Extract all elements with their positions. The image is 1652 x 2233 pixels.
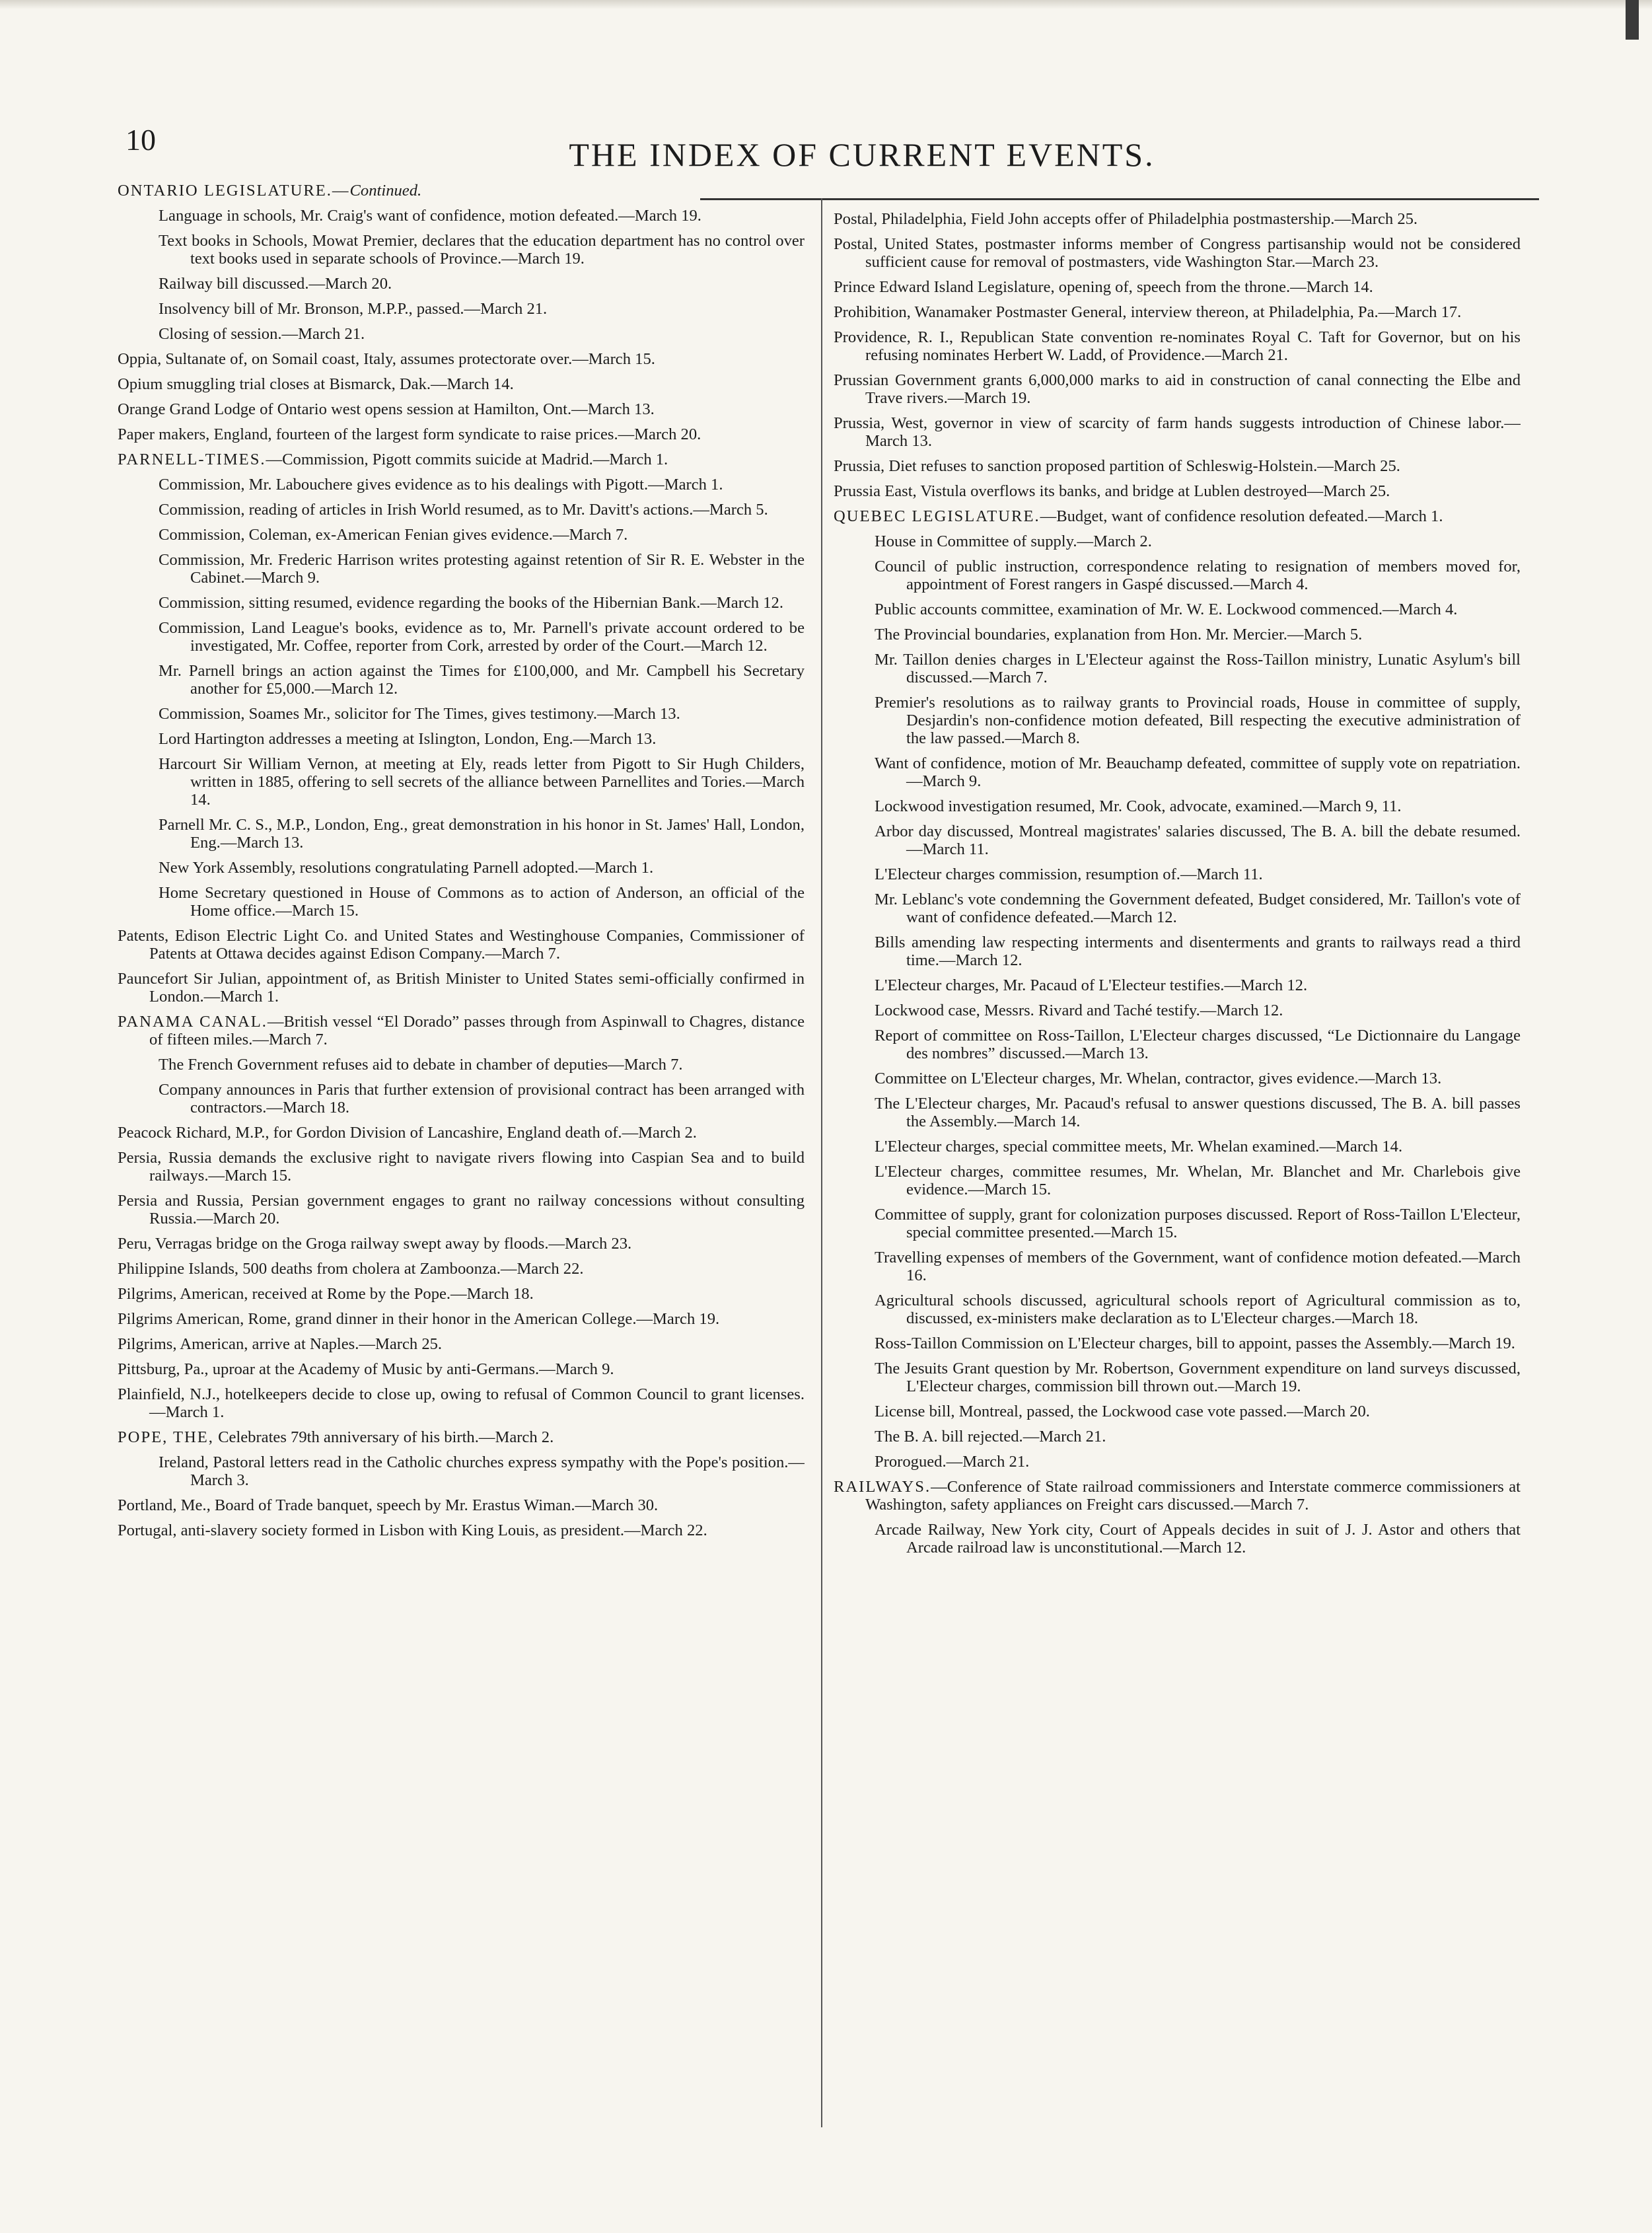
index-entry (875, 754, 1521, 790)
entry-text: Bills amending law respecting interments and disenterments and grants to railways read a third time.—March 12. (875, 933, 1521, 969)
index-entry (159, 300, 805, 318)
index-entry (875, 823, 1521, 858)
entry-heading: QUEBEC LEGISLATURE. (834, 507, 1040, 525)
index-entry (834, 278, 1521, 296)
entry-text: Commission, Mr. Labouchere gives evidence as to his dealings with Pigott.—March 1. (159, 476, 723, 494)
index-entry (875, 651, 1521, 686)
index-entry (834, 414, 1521, 450)
index-entry (159, 476, 805, 494)
entry-text: Council of public instruction, correspondence relating to resignation of members moved for, appointment of Forest rangers in Gaspé discussed.—March 4. (875, 558, 1521, 593)
entry-text: Commission, Soames Mr., solicitor for The Times, gives testimony.—March 13. (159, 705, 680, 723)
entry-text: Agricultural schools discussed, agricultural schools report of Agricultural commission as to, discussed, ex-ministers make declaration as to L'Electeur charges.—March 18. (875, 1292, 1521, 1327)
index-entry (875, 1206, 1521, 1241)
entry-text: Parnell Mr. C. S., M.P., London, Eng., great demonstration in his honor in St. James' Hall, London, Eng.—March 13. (159, 816, 805, 852)
entry-text: Mr. Taillon denies charges in L'Electeur against the Ross-Taillon ministry, Lunatic Asylum's bill discussed.—March 7. (875, 651, 1521, 686)
entry-text: Paper makers, England, fourteen of the largest form syndicate to raise prices.—March 20. (118, 425, 701, 443)
index-entry (159, 755, 805, 809)
entry-heading: POPE, THE, (118, 1428, 214, 1446)
index-entry (875, 933, 1521, 969)
index-entry (834, 371, 1521, 407)
entry-text: Arcade Railway, New York city, Court of Appeals decides in suit of J. J. Astor and others that Arcade railroad law is unconstitutional.—March 12. (875, 1521, 1521, 1556)
index-entry (159, 662, 805, 698)
entry-text: Opium smuggling trial closes at Bismarck, Dak.—March 14. (118, 375, 514, 393)
entry-text: The Provincial boundaries, explanation from Hon. Mr. Mercier.—March 5. (875, 626, 1363, 643)
entry-text: Orange Grand Lodge of Ontario west opens session at Hamilton, Ont.—March 13. (118, 400, 655, 418)
index-entry (875, 601, 1521, 618)
index-entry (875, 891, 1521, 926)
entry-text: Prussia East, Vistula overflows its banks, and bridge at Lublen destroyed—March 25. (834, 482, 1390, 500)
entry-text: Lord Hartington addresses a meeting at Islington, London, Eng.—March 13. (159, 730, 657, 748)
entry-text: Report of committee on Ross-Taillon, L'Electeur charges discussed, “Le Dictionnaire du Langage des nombres” discussed.—March 13. (875, 1027, 1521, 1062)
index-entry (875, 1249, 1521, 1284)
index-entry (118, 1360, 805, 1378)
entry-text: Pilgrims, American, received at Rome by the Pope.—March 18. (118, 1285, 534, 1303)
entry-text: L'Electeur charges, special committee meets, Mr. Whelan examined.—March 14. (875, 1138, 1403, 1155)
index-entry (118, 375, 805, 393)
entry-text: Prussia, Diet refuses to sanction proposed partition of Schleswig-Holstein.—March 25. (834, 457, 1400, 475)
index-entry (159, 526, 805, 544)
entry-text: Prussian Government grants 6,000,000 marks to aid in construction of canal connecting the Elbe and Trave rivers.—March 19. (834, 371, 1521, 407)
index-entry (118, 451, 805, 468)
index-entry (118, 1521, 805, 1539)
index-entry (159, 859, 805, 877)
index-entry (834, 482, 1521, 500)
index-entry (159, 1056, 805, 1074)
index-entry (875, 694, 1521, 747)
index-entry (875, 532, 1521, 550)
index-entry (834, 328, 1521, 364)
entry-text: Committee of supply, grant for colonization purposes discussed. Report of Ross-Taillon L'Electeur, special committee presented.—March 15. (875, 1206, 1521, 1241)
index-entry (118, 1124, 805, 1142)
entry-text: Pittsburg, Pa., uproar at the Academy of Music by anti-Germans.—March 9. (118, 1360, 614, 1378)
entry-text: Philippine Islands, 500 deaths from cholera at Zamboonza.—March 22. (118, 1260, 584, 1278)
entry-text: Patents, Edison Electric Light Co. and United States and Westinghouse Companies, Commissioner of Patents at Ottawa decides against Edison Company.—March 7. (118, 927, 805, 963)
entry-text: Travelling expenses of members of the Government, want of confidence motion defeated.—March 16. (875, 1249, 1521, 1284)
entry-text: Home Secretary questioned in House of Commons as to action of Anderson, an official of the Home office.—March 15. (159, 884, 805, 920)
index-entry (118, 1149, 805, 1185)
entry-text: Prince Edward Island Legislature, opening of, speech from the throne.—March 14. (834, 278, 1373, 296)
index-entry (118, 1310, 805, 1328)
index-entry (159, 1081, 805, 1116)
entry-text: Insolvency bill of Mr. Bronson, M.P.P., passed.—March 21. (159, 300, 548, 318)
index-entry (118, 425, 805, 443)
index-entry (875, 1453, 1521, 1471)
entry-text: Peacock Richard, M.P., for Gordon Division of Lancashire, England death of.—March 2. (118, 1124, 697, 1142)
entry-text: —Conference of State railroad commissioners and Interstate commerce commissioners at Washington, safety appliances on Freight cars discussed.—March 7. (865, 1478, 1521, 1514)
index-entry (875, 1428, 1521, 1446)
entry-text: Commission, sitting resumed, evidence regarding the books of the Hibernian Bank.—March 12. (159, 594, 783, 612)
entry-text: —British vessel “El Dorado” passes through from Aspinwall to Chagres, distance of fifteen miles.—March 7. (149, 1013, 805, 1048)
entry-text: Postal, Philadelphia, Field John accepts offer of Philadelphia postmastership.—March 25. (834, 210, 1418, 228)
entry-text: Lockwood case, Messrs. Rivard and Taché testify.—March 12. (875, 1002, 1283, 1019)
index-entry (834, 210, 1521, 228)
index-entry (834, 457, 1521, 475)
entry-text: Prorogued.—March 21. (875, 1453, 1030, 1471)
right-column (834, 210, 1521, 2185)
entry-text: The Jesuits Grant question by Mr. Robertson, Government expenditure on land surveys discussed, L'Electeur charges, commission bill thrown out.—March 19. (875, 1360, 1521, 1395)
index-entry (875, 865, 1521, 883)
index-entry (875, 1027, 1521, 1062)
index-entry (118, 350, 805, 368)
entry-text: Premier's resolutions as to railway grants to Provincial roads, House in committee of supply, Desjardin's non-confidence motion defeated, Bill respecting the executive administration of the law passed.—March 8. (875, 694, 1521, 747)
entry-text: Language in schools, Mr. Craig's want of confidence, motion defeated.—March 19. (159, 207, 701, 225)
entry-text: Commission, Land League's books, evidence as to, Mr. Parnell's private account ordered to be investigated, Mr. Coffee, reporter from Cork, arrested by order of the Court.—March 12. (159, 619, 805, 655)
entry-heading: PARNELL-TIMES. (118, 451, 266, 468)
entry-text: Ross-Taillon Commission on L'Electeur charges, bill to appoint, passes the Assembly.—March 19. (875, 1335, 1515, 1352)
entry-text: Pauncefort Sir Julian, appointment of, as British Minister to United States semi-officially confirmed in London.—March 1. (118, 970, 805, 1006)
index-entry (875, 797, 1521, 815)
index-entry (118, 1496, 805, 1514)
entry-text: L'Electeur charges, committee resumes, Mr. Whelan, Mr. Blanchet and Mr. Charlebois give evidence.—March 15. (875, 1163, 1521, 1198)
index-entry (159, 1453, 805, 1489)
index-entry (875, 1360, 1521, 1395)
index-entry (118, 927, 805, 963)
entry-text: Prussia, West, governor in view of scarcity of farm hands suggests introduction of Chinese labor.—March 13. (834, 414, 1521, 450)
entry-text: Persia and Russia, Persian government engages to grant no railway concessions without consulting Russia.—March 20. (118, 1192, 805, 1227)
entry-text: Committee on L'Electeur charges, Mr. Whelan, contractor, gives evidence.—March 13. (875, 1070, 1442, 1087)
index-entry (118, 1335, 805, 1353)
index-entry (875, 1138, 1521, 1155)
index-entry (118, 1013, 805, 1048)
index-entry (118, 1285, 805, 1303)
entry-text: Arbor day discussed, Montreal magistrates' salaries discussed, The B. A. bill the debate resumed.—March 11. (875, 823, 1521, 858)
left-column (118, 182, 805, 2170)
entry-heading: RAILWAYS. (834, 1478, 931, 1496)
index-entry (875, 1095, 1521, 1130)
index-entry (159, 551, 805, 587)
entry-text: Commission, Coleman, ex-American Fenian gives evidence.—March 7. (159, 526, 628, 544)
entry-text: Plainfield, N.J., hotelkeepers decide to close up, owing to refusal of Common Council to grant licenses.—March 1. (118, 1385, 805, 1421)
entry-text: House in Committee of supply.—March 2. (875, 532, 1152, 550)
entry-text: Portugal, anti-slavery society formed in Lisbon with King Louis, as president.—March 22. (118, 1521, 707, 1539)
index-entry (118, 1235, 805, 1253)
entry-text: Text books in Schools, Mowat Premier, declares that the education department has no control over text books used in separate schools of Province.—March 19. (159, 232, 805, 268)
scan-edge (0, 0, 1652, 9)
index-entry (875, 1521, 1521, 1556)
entry-text: —Budget, want of confidence resolution defeated.—March 1. (1040, 507, 1443, 525)
entry-continued: Continued. (349, 182, 422, 200)
entry-text: L'Electeur charges commission, resumption of.—March 11. (875, 865, 1263, 883)
index-entry (118, 1260, 805, 1278)
index-entry (159, 884, 805, 920)
entry-text: License bill, Montreal, passed, the Lockwood case vote passed.—March 20. (875, 1403, 1370, 1420)
index-entry (159, 501, 805, 519)
index-entry (159, 232, 805, 268)
index-entry (875, 1070, 1521, 1087)
index-entry (834, 1478, 1521, 1514)
entry-text: Postal, United States, postmaster informs member of Congress partisanship would not be considered sufficient cause for removal of postmasters, vide Washington Star.—March 23. (834, 235, 1521, 271)
column-divider (821, 198, 822, 2127)
entry-text: Pilgrims American, Rome, grand dinner in their honor in the American College.—March 19. (118, 1310, 720, 1328)
index-entry (159, 816, 805, 852)
index-entry (118, 400, 805, 418)
index-entry (875, 1292, 1521, 1327)
index-entry (834, 507, 1521, 525)
entry-text: Closing of session.—March 21. (159, 325, 365, 343)
index-entry (159, 207, 805, 225)
entry-text: The L'Electeur charges, Mr. Pacaud's refusal to answer questions discussed, The B. A. bill passes the Assembly.—March 14. (875, 1095, 1521, 1130)
entry-text: Harcourt Sir William Vernon, at meeting at Ely, reads letter from Pigott to Sir Hugh Childers, written in 1885, offering to sell secrets of the alliance between Parnellites and Tories.—March 14. (159, 755, 805, 809)
entry-text: Providence, R. I., Republican State convention re-nominates Royal C. Taft for Governor, but on his refusing nominates Herbert W. Ladd, of Providence.—March 21. (834, 328, 1521, 364)
index-entry (834, 303, 1521, 321)
index-entry (875, 626, 1521, 643)
index-entry (875, 1403, 1521, 1420)
entry-text: The French Government refuses aid to debate in chamber of deputies—March 7. (159, 1056, 683, 1074)
entry-heading: ONTARIO LEGISLATURE.— (118, 182, 350, 200)
entry-text: Railway bill discussed.—March 20. (159, 275, 392, 293)
entry-text: Pilgrims, American, arrive at Naples.—March 25. (118, 1335, 443, 1353)
page-number: 10 (126, 123, 156, 157)
entry-text: Oppia, Sultanate of, on Somail coast, Italy, assumes protectorate over.—March 15. (118, 350, 655, 368)
index-entry (875, 1002, 1521, 1019)
entry-text: New York Assembly, resolutions congratulating Parnell adopted.—March 1. (159, 859, 654, 877)
entry-text: The B. A. bill rejected.—March 21. (875, 1428, 1106, 1446)
entry-text: Ireland, Pastoral letters read in the Catholic churches express sympathy with the Pope's position.—March 3. (159, 1453, 805, 1489)
index-entry (875, 976, 1521, 994)
scan-binding-mark (1626, 0, 1639, 40)
index-entry (875, 1163, 1521, 1198)
entry-text: —Commission, Pigott commits suicide at Madrid.—March 1. (266, 451, 668, 468)
entry-text: Mr. Leblanc's vote condemning the Government defeated, Budget considered, Mr. Taillon's vote of want of confidence defeated.—March 12. (875, 891, 1521, 926)
entry-text: Persia, Russia demands the exclusive right to navigate rivers flowing into Caspian Sea and to build railways.—March 15. (118, 1149, 805, 1185)
index-entry (118, 1428, 805, 1446)
entry-text: Mr. Parnell brings an action against the Times for £100,000, and Mr. Campbell his Secretary another for £5,000.—March 12. (159, 662, 805, 698)
entry-text: Commission, reading of articles in Irish World resumed, as to Mr. Davitt's actions.—March 5. (159, 501, 768, 519)
entry-text: Celebrates 79th anniversary of his birth.—March 2. (213, 1428, 554, 1446)
index-entry (159, 705, 805, 723)
entry-text: Public accounts committee, examination of Mr. W. E. Lockwood commenced.—March 4. (875, 601, 1458, 618)
index-entry (118, 1192, 805, 1227)
index-entry (159, 325, 805, 343)
index-entry (159, 594, 805, 612)
entry-text: Company announces in Paris that further extension of provisional contract has been arranged with contractors.—March 18. (159, 1081, 805, 1116)
page-title: THE INDEX OF CURRENT EVENTS. (569, 136, 1155, 173)
index-entry (875, 1335, 1521, 1352)
index-entry (118, 1385, 805, 1421)
entry-text: Peru, Verragas bridge on the Groga railway swept away by floods.—March 23. (118, 1235, 632, 1253)
entry-text: L'Electeur charges, Mr. Pacaud of L'Electeur testifies.—March 12. (875, 976, 1308, 994)
entry-text: Commission, Mr. Frederic Harrison writes protesting against retention of Sir R. E. Webster in the Cabinet.—March 9. (159, 551, 805, 587)
index-entry (118, 970, 805, 1006)
header-rule (700, 198, 1539, 200)
index-entry (159, 619, 805, 655)
index-entry (159, 275, 805, 293)
entry-text: Prohibition, Wanamaker Postmaster General, interview thereon, at Philadelphia, Pa.—March 17. (834, 303, 1462, 321)
index-entry (118, 182, 805, 200)
page-header (112, 122, 1532, 185)
entry-text: Want of confidence, motion of Mr. Beauchamp defeated, committee of supply vote on repatriation.—March 9. (875, 754, 1521, 790)
index-entry (875, 558, 1521, 593)
entry-heading: PANAMA CANAL. (118, 1013, 268, 1031)
index-entry (834, 235, 1521, 271)
entry-text: Portland, Me., Board of Trade banquet, speech by Mr. Erastus Wiman.—March 30. (118, 1496, 659, 1514)
index-entry (159, 730, 805, 748)
entry-text: Lockwood investigation resumed, Mr. Cook, advocate, examined.—March 9, 11. (875, 797, 1402, 815)
